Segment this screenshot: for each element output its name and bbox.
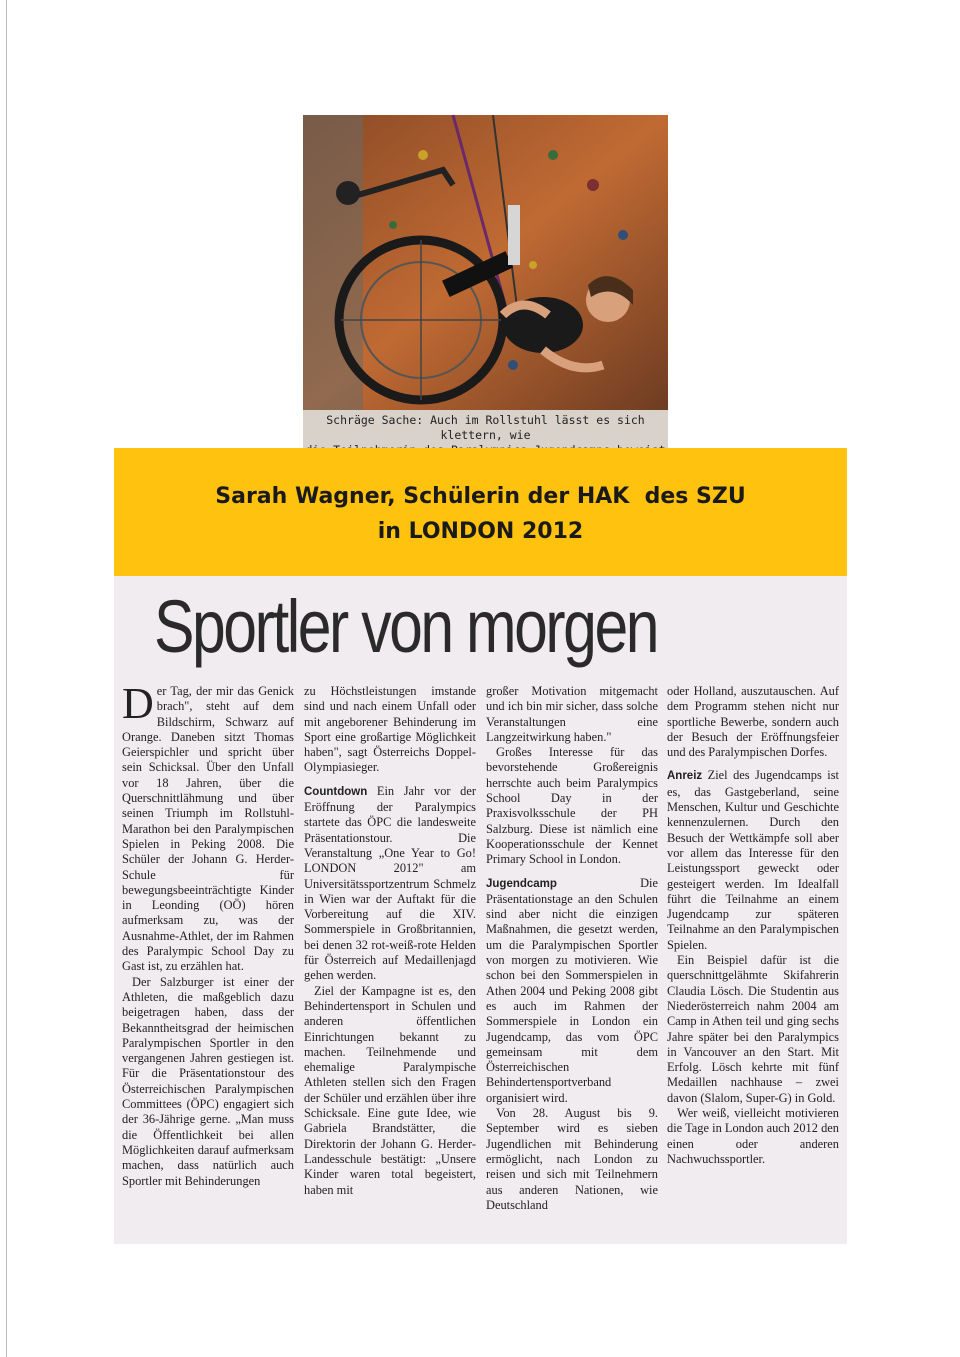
photo-caption (303, 410, 668, 448)
newspaper-article (114, 576, 847, 1244)
paragraph (122, 679, 294, 975)
article-headline: Sportler von morgen (154, 585, 658, 668)
paragraph: Großes Interesse für das bevorstehende Großereignis herrschte auch beim Paralympics School Day in der Praxisvolksschule der PH Salzburg. Diese ist nämlich eine Kooperationsschule der Kennet Primary School in London. (486, 745, 658, 867)
caption-line-1: Schräge Sache: Auch im Rollstuhl lässt es sich klettern, wie (326, 413, 645, 442)
banner-line-1: Sarah Wagner, Schülerin der HAK des SZU (215, 484, 746, 509)
paragraph-text: Die Präsentationstage an den Schulen sind aber nicht die einzigen Maßnahmen, die gesetzt werden, um die Paralympischen Sportler von morgen zu motivieren. Wie schon bei den Sommerspielen in Athen 2004 und Peking 2008 gibt es auch im Rahmen der Sommerspiele in London ein Jugendcamp, das vom ÖPC gemeinsam mit dem Österreichischen Behindertensportverband organisiert wird. (486, 875, 658, 1105)
left-border-line (6, 0, 7, 1357)
paragraph: Wer weiß, vielleicht motivieren die Tage in London auch 2012 den einen oder anderen Nachwuchssportler. (667, 1106, 839, 1166)
paragraph (304, 784, 476, 984)
paragraph (667, 768, 839, 953)
article-photo (303, 115, 668, 448)
paragraph: großer Motivation mitgemacht und ich bin mir sicher, dass solche Veranstaltungen eine Langzeitwirkung haben." (486, 684, 658, 744)
paragraph: zu Höchstleistungen imstande sind und nach einem Unfall oder mit angeborener Behinderung im Sport eine großartige Möglichkeit haben", sagt Österreichs Doppel-Olympiasieger. (304, 684, 476, 775)
drop-cap: D (122, 679, 154, 728)
section-keyword: Jugendcamp (486, 877, 557, 890)
paragraph: oder Holland, auszutauschen. Auf dem Programm stehen nicht nur sportliche Bewerbe, sondern auch der Besuch der Eröffnungsfeier und des Paralympischen Dorfes. (667, 684, 839, 760)
paragraph: Ziel der Kampagne ist es, den Behindertensport in Schulen und anderen öffentlichen Einrichtungen bekannt zu machen. Teilnehmende und ehemalige Paralympische Athleten stellen sich den Fragen der Schüler und erzählen über ihre Schicksale. Eine gute Idee, wie Gabriela Brandstätter, die Direktorin der Johann G. Herder-Landesschule bestätigt: „Unsere Kinder waren total begeistert, haben mit (304, 983, 476, 1197)
section-keyword: Countdown (304, 785, 368, 798)
highlight-banner (114, 448, 847, 576)
paragraph: Von 28. August bis 9. September wird es sieben Jugendlichen mit Behinderung ermöglicht, nach London zu reisen und sich mit Teilnehmern aus anderen Nationen, wie Deutschland (486, 1106, 658, 1212)
paragraph-text: er Tag, der mir das Genick brach", steht auf dem Bildschirm, Schwarz auf Orange. Daneben sitzt Thomas Geierspichler und spricht über sein Schicksal. Über den Unfall vor 18 Jahren, über die Querschnittlähmung und über seinen Triumph im Rollstuhl-Marathon bei den Paralympischen Spielen in Peking 2008. Die Schüler der Johann G. Herder-Schule für bewegungsbeeinträchtigte Kinder in Leonding (OÖ) hören aufmerksam zu, was der Ausnahme-Athlet, der im Rahmen des Paralympic School Day zu Gast ist, zu erzählen hat. (122, 684, 294, 974)
paragraph-text: Ziel des Jugendcamps ist es, das Gastgeberland, seine Menschen, Kultur und Geschichte kennenzulernen. Durch den Besuch der Wettkämpfe soll aber vor allem das Interesse für den Leistungssport geweckt oder gesteigert werden. Im Idealfall führt die Teilnahme an einem Jugendcamp zur späteren Teilnahme an den Paralympischen Spielen. (667, 768, 839, 952)
banner-line-2: in LONDON 2012 (377, 519, 584, 544)
paragraph-text: Ein Jahr vor der Eröffnung der Paralympics startete das ÖPC die landesweite Präsentationstour. Die Veranstaltung „One Year to Go! LONDON 2012" am Universitätssportzentrum Schmelz in Wien war der Auftakt für die Vorbereitung auf die XIV. Sommerspiele in Großbritannien, bei denen 32 rot-weiß-rote Helden für Österreich auf Medaillenjagd gehen werden. (304, 783, 476, 983)
paragraph (486, 876, 658, 1106)
article-column-1 (122, 679, 294, 1189)
article-column-2 (304, 684, 476, 1198)
paragraph: Ein Beispiel dafür ist die querschnittgelähmte Skifahrerin Claudia Lösch. Die Studentin aus Niederösterreich nahm 2004 am Camp in Athen teil und ging sechs Jahre später bei den Paralympics in Vancouver an den Start. Mit Erfolg. Lösch kehrte mit fünf Medaillen nachhause – zwei davon (Slalom, Super-G) in Gold. (667, 953, 839, 1105)
paragraph: Der Salzburger ist einer der Athleten, die maßgeblich dazu beigetragen haben, dass der Bekanntheitsgrad der heimischen Paralympischen Sportler in den vergangenen Jahren gestiegen ist. Für die Präsentationstour des Österreichischen Paralympischen Committees (ÖPC) engagiert sich der 36-Jährige gerne. „Man muss die Öffentlichkeit bei allen Möglichkeiten darauf aufmerksam machen, dass natürlich auch Sportler mit Behinderungen (122, 974, 294, 1188)
section-keyword: Anreiz (667, 770, 703, 783)
climbing-wheelchair-image (303, 115, 668, 410)
article-column-3 (486, 684, 658, 1213)
article-column-4 (667, 684, 839, 1167)
